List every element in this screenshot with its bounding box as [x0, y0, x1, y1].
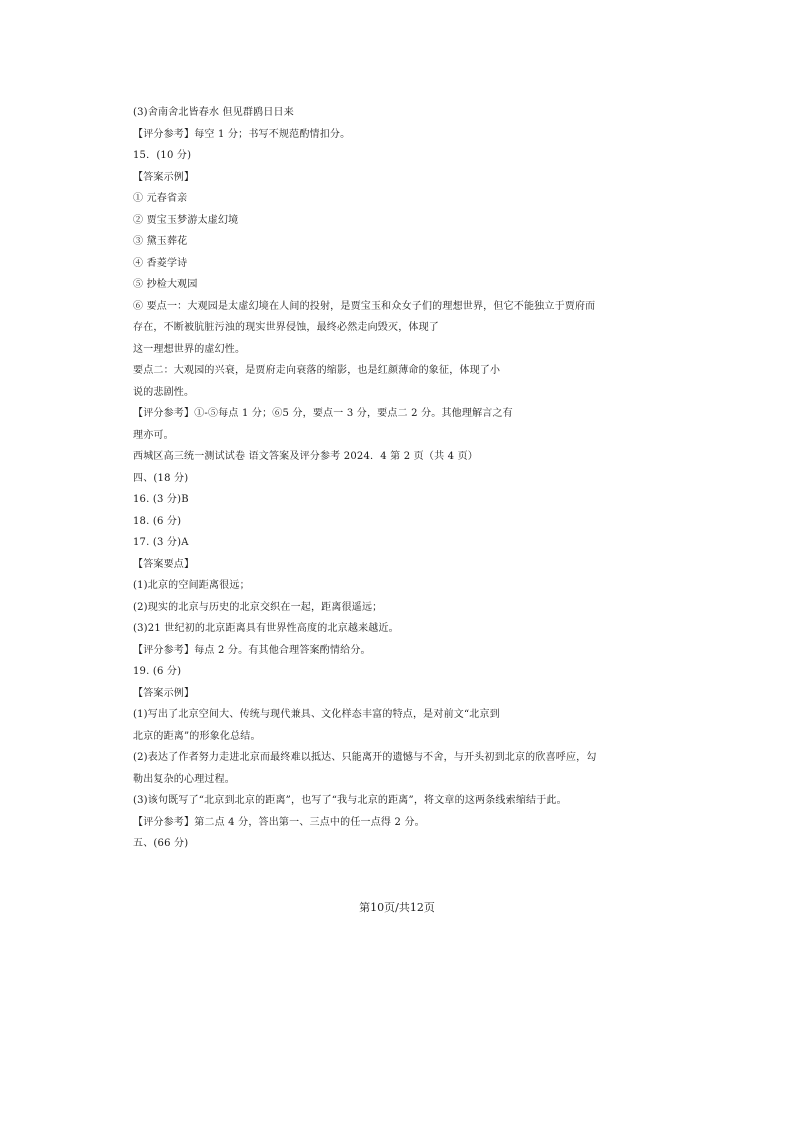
text-line: ④ 香菱学诗	[133, 257, 188, 269]
text-line: 18. (6 分)	[133, 515, 182, 527]
text-line: ⑥ 要点一：大观园是太虚幻境在人间的投射，是贾宝玉和众女子们的理想世界，但它不能独立于贾府而	[133, 300, 596, 312]
text-line: (2)现实的北京与历史的北京交织在一起，距离很遥远；	[133, 601, 383, 613]
text-line: (3)21 世纪初的北京距离具有世界性高度的北京越来越近。	[133, 623, 399, 634]
text-line: 17. (3 分)A	[133, 537, 189, 548]
text-line: 16. (3 分)B	[133, 494, 189, 505]
text-line: 【答案示例】	[133, 171, 195, 183]
page-number-footer: 第10页/共12页	[359, 901, 435, 914]
text-line: 勒出复杂的心理过程。	[133, 773, 235, 785]
text-line: ① 元春省亲	[133, 193, 188, 204]
text-line: (3)该句既写了“北京到北京的距离”，也写了“我与北京的距离”，将文章的这两条线索缩结于此。	[133, 795, 567, 806]
text-line: 理亦可。	[133, 429, 174, 441]
text-line: 【评分参考】第二点 4 分，答出第一、三点中的任一点得 2 分。	[133, 816, 425, 828]
text-line: 【答案示例】	[133, 687, 195, 699]
text-line: (1)写出了北京空间大、传统与现代兼具、文化样态丰富的特点，是对前文“北京到	[133, 709, 500, 720]
text-line: (3)舍南舍北皆春水 但见群鸥日日来	[133, 107, 294, 118]
text-line: 【评分参考】每空 1 分；书写不规范酌情扣分。	[133, 128, 351, 140]
text-line: 四、(18 分)	[133, 472, 189, 484]
text-line: 【评分参考】每点 2 分。有其他合理答案酌情给分。	[133, 644, 371, 656]
text-line: 19. (6 分)	[133, 666, 182, 677]
text-line: 说的悲剧性。	[133, 386, 195, 398]
text-line: 15．(10 分)	[133, 150, 192, 161]
text-line: ② 贾宝玉梦游太虚幻境	[133, 214, 239, 226]
text-line: ⑤ 抄检大观园	[133, 279, 198, 290]
text-line: ③ 黛玉葬花	[133, 236, 188, 247]
text-line: 要点二：大观园的兴衰，是贾府走向衰落的缩影，也是红颜薄命的象征，体现了小	[133, 365, 501, 376]
text-line: 北京的距离”的形象化总结。	[133, 730, 261, 742]
text-line: 存在，不断被肮脏污浊的现实世界侵蚀，最终必然走向毁灭，体现了	[133, 322, 439, 333]
text-line: 五、(66 分)	[133, 838, 189, 849]
text-line: (2)表达了作者努力走进北京而最终难以抵达、只能离开的遗憾与不舍，与开头初到北京的欣喜呼应，勾	[133, 752, 597, 763]
text-line: 【答案要点】	[133, 558, 195, 570]
text-line: 这一理想世界的虚幻性。	[133, 343, 246, 355]
text-line: 西城区高三统一测试试卷 语文答案及评分参考 2024．4 第 2 页（共 4 页）	[133, 451, 478, 462]
text-line: (1)北京的空间距离很远；	[133, 580, 250, 591]
text-line: 【评分参考】①-⑤每点 1 分；⑥5 分，要点一 3 分，要点二 2 分。其他理解言之有	[133, 408, 513, 419]
